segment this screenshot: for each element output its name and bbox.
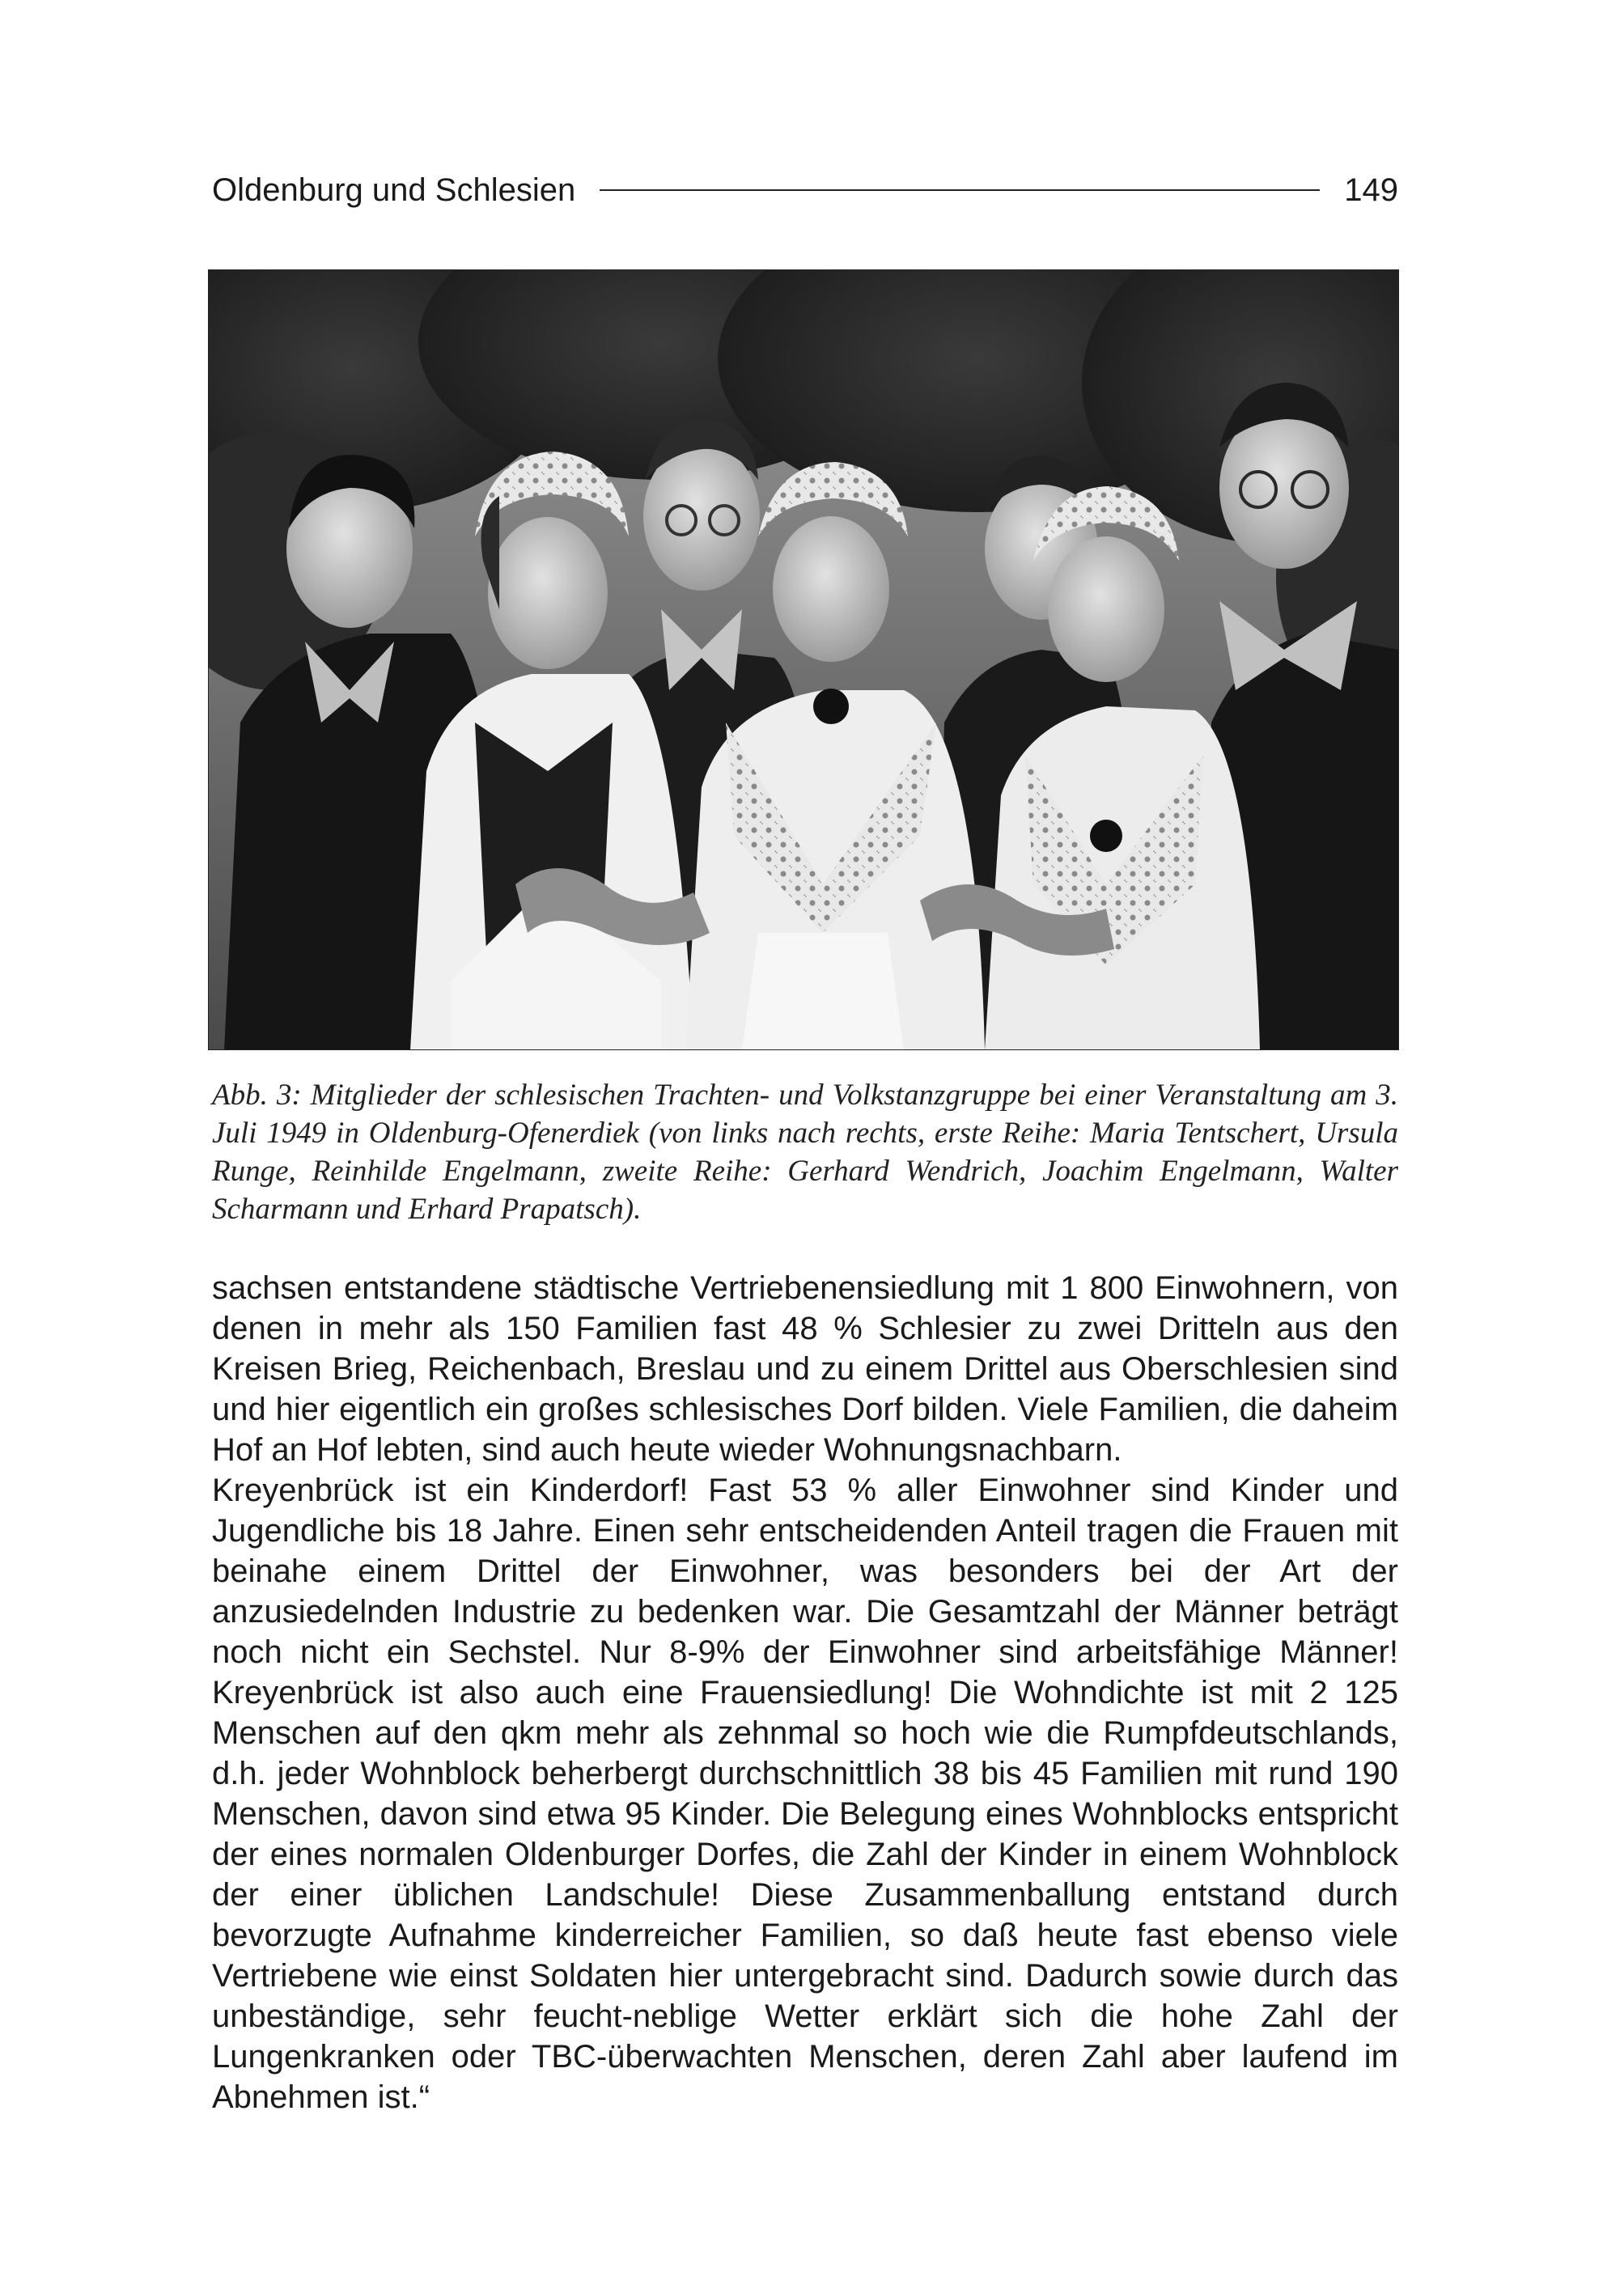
paragraph-2: Kreyenbrück ist ein Kinderdorf! Fast 53 % aller Einwohner sind Kinder und Jugendliche bis 18 Jahre. Einen sehr entscheidenden Anteil tragen die Frauen mit beinahe einem Drittel der Einwohner, was besonders bei der Art der anzusiedelnden Industrie zu bedenken war. Die Gesamtzahl der Männer beträgt noch nicht ein Sechstel. Nur 8-9% der Einwohner sind arbeitsfähige Männer! Kreyenbrück ist also auch eine Frauensiedlung! Die Wohndichte ist mit 2 125 Menschen auf den qkm mehr als zehnmal so hoch wie die Rumpfdeutschlands, d.h. jeder Wohnblock beherbergt durchschnittlich 38 bis 45 Familien mit rund 190 Menschen, davon sind etwa 95 Kinder. Die Belegung eines Wohnblocks entspricht der eines normalen Oldenburger Dorfes, die Zahl der Kinder in einem Wohnblock der einer üblichen Landschule! Diese Zusammenballung entstand durch bevorzugte Aufnahme kinderreicher Familien, so daß heute fast ebenso viele Vertriebene wie einst Soldaten hier untergebracht sind. Dadurch sowie durch das unbeständige, sehr feucht-neblige Wetter erklärt sich die hohe Zahl der Lungenkranken oder TBC-überwachten Menschen, deren Zahl aber laufend im Abnehmen ist.“ bbox=[212, 1473, 1398, 2115]
group-photo-illustration bbox=[208, 269, 1399, 1050]
page-number: 149 bbox=[1344, 172, 1398, 208]
group-photo bbox=[208, 269, 1399, 1050]
header-rule bbox=[600, 189, 1320, 191]
running-head bbox=[212, 166, 1398, 214]
body-text bbox=[212, 1268, 1398, 2117]
figure-caption: Abb. 3: Mitglieder der schlesischen Trachten- und Volkstanzgruppe bei einer Veranstaltung am 3. Juli 1949 in Oldenburg-Ofenerdiek (von links nach rechts, erste Reihe: Maria Tentschert, Ursula Runge, Reinhilde Engelmann, zweite Reihe: Gerhard Wendrich, Joachim Engelmann, Walter Scharmann und Erhard Prapatsch). bbox=[212, 1079, 1398, 1226]
running-title: Oldenburg und Schlesien bbox=[212, 172, 576, 208]
paragraph-1: sachsen entstandene städtische Vertriebenensiedlung mit 1 800 Einwohnern, von denen in mehr als 150 Familien fast 48 % Schlesier zu zwei Dritteln aus den Kreisen Brieg, Reichenbach, Breslau und zu einem Drittel aus Oberschlesien sind und hier eigentlich ein großes schlesisches Dorf bilden. Viele Familien, die daheim Hof an Hof lebten, sind auch heute wieder Wohnungsnachbarn. bbox=[212, 1270, 1398, 1468]
